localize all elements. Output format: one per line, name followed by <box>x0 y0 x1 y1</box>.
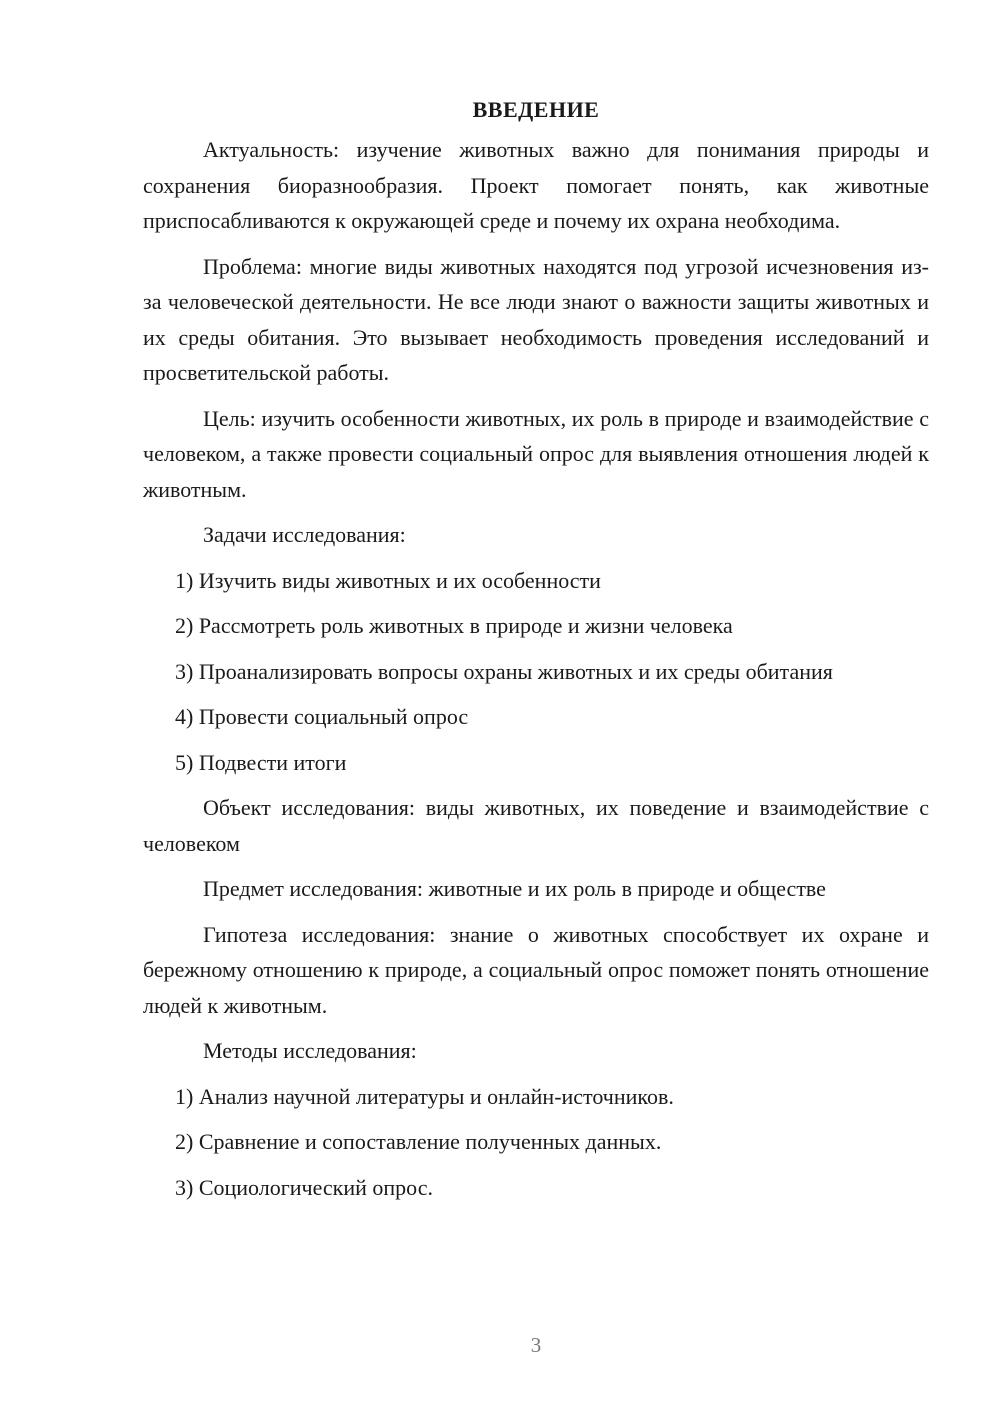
task-item-3: 3) Проанализировать вопросы охраны животных и их среды обитания <box>175 658 833 684</box>
task-item-5: 5) Подвести итоги <box>175 749 347 775</box>
hypothesis-paragraph: Гипотеза исследования: знание о животных способствует их охране и бережному отношению к природе, а социальный опрос поможет понять отношение людей к животным. <box>143 921 929 1018</box>
task-item-1: 1) Изучить виды животных и их особенности <box>175 567 601 593</box>
page-number: 3 <box>530 1333 542 1357</box>
document-page <box>143 92 929 1215</box>
relevance-paragraph: Актуальность: изучение животных важно для понимания природы и сохранения биоразнообразия. Проект помогает понять, как животные приспосабливаются к окружающей среде и почему их охрана необходима. <box>143 137 929 233</box>
methods-heading: Методы исследования: <box>203 1038 417 1063</box>
subject-paragraph: Предмет исследования: животные и их роль в природе и обществе <box>203 876 826 901</box>
task-item-4: 4) Провести социальный опрос <box>175 704 469 729</box>
goal-paragraph: Цель: изучить особенности животных, их роль в природе и взаимодействие с человеком, а также провести социальный опрос для выявления отношения людей к животным. <box>143 405 929 502</box>
method-item-3: 3) Социологический опрос. <box>175 1174 433 1200</box>
task-item-2: 2) Рассмотреть роль животных в природе и жизни человека <box>175 613 733 638</box>
section-title: ВВЕДЕНИЕ <box>472 97 600 122</box>
method-item-2: 2) Сравнение и сопоставление полученных данных. <box>175 1129 662 1154</box>
tasks-heading: Задачи исследования: <box>203 522 406 547</box>
method-item-1: 1) Анализ научной литературы и онлайн-источников. <box>175 1083 674 1109</box>
problem-paragraph: Проблема: многие виды животных находятся под угрозой исчезновения из-за человеческой деятельности. Не все люди знают о важности защиты животных и их среды обитания. Это вызывает необходимость проведения исследований и просветительской работы. <box>143 253 929 385</box>
object-paragraph: Объект исследования: виды животных, их поведение и взаимодействие с человеком <box>143 795 929 856</box>
